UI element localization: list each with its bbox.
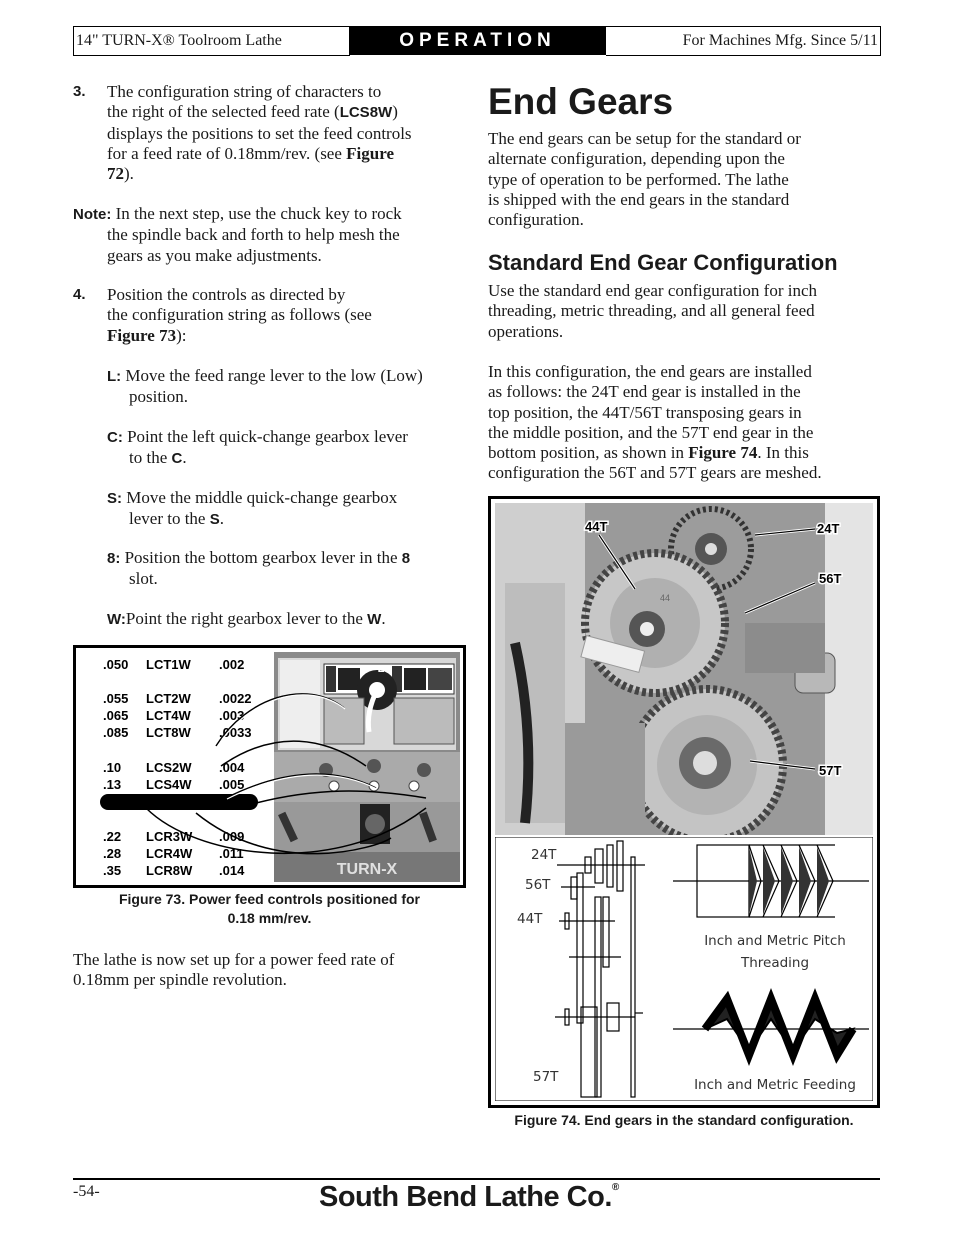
brand-logo-text: South Bend Lathe Co.® [319, 1181, 619, 1213]
callout-lines [76, 648, 463, 885]
sub-item-w: W:Point the right gearbox lever to the W. [107, 609, 386, 628]
figure-74-caption: Figure 74. End gears in the standard configuration. [514, 1112, 854, 1128]
step-number: 4. [73, 286, 86, 303]
end-gears-photo [495, 503, 873, 835]
sub-item-8: 8: Position the bottom gearbox lever in the 8 slot. [107, 548, 411, 589]
rate-table-inch-cell: .0033 [219, 725, 252, 740]
paragraph-configuration: In this configuration, the end gears are installed as follows: the 24T end gear is installed in the top position, the 44T/56T transposing gears in the middle position, and the 57T end gear in the bottom position, as shown in Figure 74. In this configuration the 56T and 57T gears are meshed. [488, 362, 822, 483]
closing-paragraph: The lathe is now set up for a power feed rate of 0.18mm per spindle revolution. [73, 950, 395, 990]
diagram-label-56t: 56T [525, 877, 551, 893]
rate-table-code-cell: LCR3W [146, 829, 193, 844]
figure-73 [73, 645, 466, 888]
pitch-threading-label-2: Threading [740, 955, 810, 971]
selected-row-highlight [100, 794, 258, 810]
note: Note: In the next step, use the chuck key to rock the spindle back and forth to help mesh the gears as you make adjustments. [73, 204, 402, 265]
rate-table-rate-cell: .065 [103, 708, 129, 723]
gear-stamp: 44 [660, 593, 671, 603]
rate-table-rate-cell: .22 [103, 829, 122, 844]
page-title: End Gears [488, 81, 674, 122]
step-4: 4. Position the controls as directed by the configuration string as follows (see Figure 73): [73, 285, 372, 345]
rate-table-rate-cell: .35 [103, 863, 122, 878]
rate-table-inch-cell: .011 [219, 846, 244, 861]
text-line: displays the positions to set the feed controls [107, 123, 412, 143]
rate-table-code-cell: LCT4W [146, 708, 191, 723]
photo-label-57t: 57T [819, 763, 842, 778]
sub-item-l: L: Move the feed range lever to the low (Low) position. [107, 366, 423, 407]
rate-table-rate-cell: .055 [103, 691, 129, 706]
footer-rule [73, 1178, 880, 1180]
rate-table-rate-cell: .050 [103, 657, 129, 672]
rate-table-code-cell: LCR4W [146, 846, 193, 861]
rate-table-rate-cell: .10 [103, 760, 122, 775]
rate-table-code-cell: LCS4W [146, 777, 192, 792]
note-label: Note: [73, 206, 112, 223]
paragraph-usage: Use the standard end gear configuration for inch threading, metric threading, and all general feed operations. [488, 281, 818, 341]
rate-table-inch-cell: .004 [219, 760, 245, 775]
pitch-threading-label: Inch and Metric Pitch [704, 933, 846, 949]
figure-73-caption: Figure 73. Power feed controls positioned for 0.18 mm/rev. [118, 891, 421, 926]
rate-table-inch-cell: .014 [219, 863, 245, 878]
figure-74 [488, 496, 880, 1108]
section-heading: Standard End Gear Configuration [488, 250, 838, 275]
intro-paragraph: The end gears can be setup for the standard or alternate configuration, depending upon the type of operation to be performed. The lathe is shipped with the end gears in the standard configuration. [488, 129, 801, 230]
rate-table-code-cell: LCS2W [146, 760, 192, 775]
rate-table-rate-cell: .13 [103, 777, 122, 792]
sub-item-c: C: Point the left quick-change gearbox lever to the C. [107, 427, 408, 468]
rate-table-inch-cell: .002 [219, 657, 245, 672]
panel-brand: TURN-X [336, 861, 398, 878]
feeding-label: Inch and Metric Feeding [694, 1077, 856, 1093]
page-number: -54- [73, 1183, 100, 1200]
rate-table-code-cell: LCT1W [146, 657, 191, 672]
photo-label-44t: 44T [585, 519, 608, 534]
text-line: for a feed rate of 0.18mm/rev. (see Figure [107, 143, 395, 163]
header-product-name: 14" TURN-X® Toolroom Lathe [73, 26, 350, 56]
rate-table-inch-cell: .0022 [219, 691, 252, 706]
rate-table-code-cell: LCT8W [146, 725, 191, 740]
header-section-title: OPERATION [349, 26, 606, 55]
diagram-label-57t: 57T [533, 1069, 559, 1085]
panel-hl-label: H • L [359, 663, 385, 675]
rate-table-rate-cell: .28 [103, 846, 122, 861]
photo-label-56t: 56T [819, 571, 842, 586]
rate-table-code-cell: LCR8W [146, 863, 193, 878]
end-gear-diagram [495, 837, 873, 1101]
step-3 [73, 82, 473, 184]
header-machine-date: For Machines Mfg. Since 5/11 [606, 26, 881, 56]
text-line: The configuration string of characters to [107, 82, 382, 101]
step-number: 3. [73, 83, 86, 100]
sub-item-s: S: Move the middle quick-change gearbox lever to the S. [107, 488, 398, 529]
rate-table-rate-cell: .085 [103, 725, 129, 740]
rate-table-code-cell: LCT2W [146, 691, 191, 706]
diagram-label-44t: 44T [517, 911, 543, 927]
rate-table-inch-cell: .009 [219, 829, 245, 844]
text-line: 72). [107, 164, 134, 184]
rate-table-inch-cell: .003 [219, 708, 245, 723]
diagram-label-24t: 24T [531, 847, 557, 863]
text-line: the right of the selected feed rate (LCS8W) [107, 102, 398, 122]
photo-label-24t: 24T [817, 521, 840, 536]
rate-table-inch-cell: .005 [219, 777, 245, 792]
